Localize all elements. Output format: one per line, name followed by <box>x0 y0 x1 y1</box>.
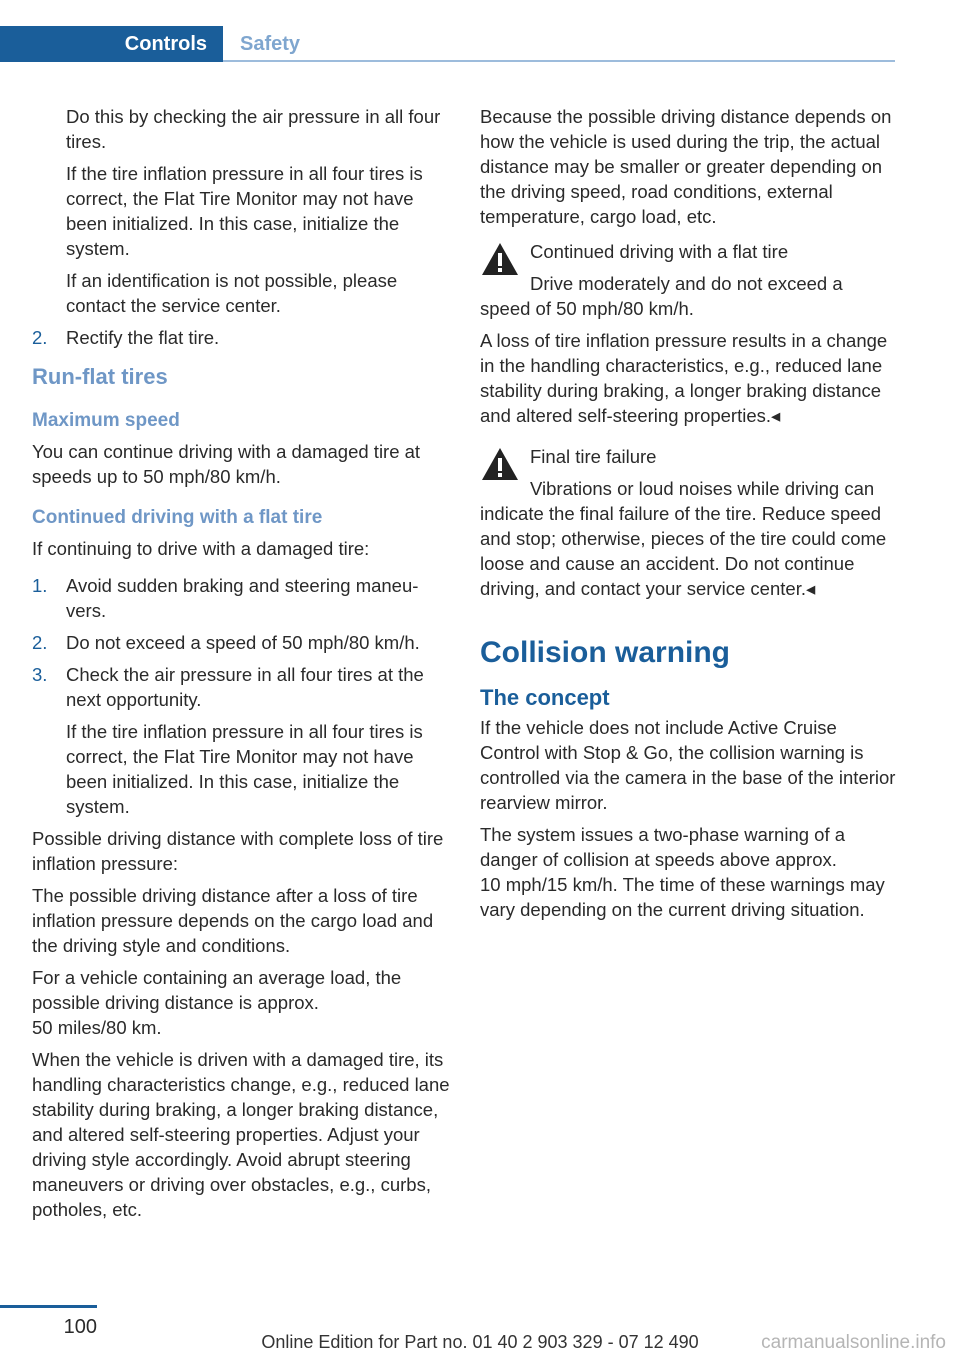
heading-collision-warning: Collision warning <box>480 636 731 669</box>
paragraph: If an identification is not possible, please contact the service center. <box>66 270 398 316</box>
paragraph <box>480 822 898 922</box>
warning-body: Vibrations or loud noises while driving can indicate the final failure of the tire. Reduce speed and stop; otherwise, pieces of the tire could come loose and cause an accident. Do not continue driving, and contact your service center.◂ <box>480 478 887 599</box>
list-item <box>32 325 450 350</box>
paragraph: When the vehicle is driven with a damaged tire, its handling characteristics change, e.g., reduced lane stability during braking, a longer braking distance, and altered self-steering properties. Adjust your driving style accordingly. Avoid abrupt steering maneuvers or driving over obstacles, e.g., curbs, potholes, etc. <box>32 1049 450 1220</box>
page-header <box>0 26 960 62</box>
paragraph: If continuing to drive with a damaged tire: <box>32 538 370 559</box>
list-text: Avoid sudden braking and steering maneuvers. <box>66 575 419 621</box>
heading-maximum-speed: Maximum speed <box>32 410 180 431</box>
warning-box <box>480 444 898 601</box>
footer-rule <box>0 1305 97 1308</box>
footer-edition: Online Edition for Part no. 01 40 2 903 329 - 07 12 490 <box>261 1332 699 1352</box>
list-number: 3. <box>32 664 48 685</box>
paragraph: If the vehicle does not include Active Cruise Control with Stop & Go, the collision warning is controlled via the camera in the base of the interior rearview mirror. <box>480 717 896 813</box>
left-column <box>32 104 450 1229</box>
heading-the-concept: The concept <box>480 685 610 710</box>
warning-title: Continued driving with a flat tire <box>530 241 789 262</box>
paragraph: You can continue driving with a damaged tire at speeds up to 50 mph/80 km/h. <box>32 441 421 487</box>
page-number: 100 <box>63 1316 97 1338</box>
right-column <box>480 104 898 929</box>
paragraph: If the tire inflation pressure in all four tires is correct, the Flat Tire Monitor may not have been initialized. In this case, initialize the system. <box>66 163 423 259</box>
header-tab-controls: Controls <box>0 26 223 62</box>
list-item <box>32 573 450 623</box>
paragraph <box>32 965 450 1040</box>
header-tab-safety: Safety <box>240 33 301 55</box>
paragraph-line: The system issues a two-phase warning of a danger of collision at speeds above approx. <box>480 824 846 870</box>
list-number: 1. <box>32 575 48 596</box>
warning-box <box>480 239 898 321</box>
list-number: 2. <box>32 327 48 348</box>
paragraph: The possible driving distance after a loss of tire inflation pressure depends on the cargo load and the driving style and conditions. <box>32 885 434 956</box>
paragraph: Do this by checking the air pressure in all four tires. <box>66 106 441 152</box>
list-item <box>32 662 450 712</box>
paragraph: A loss of tire inflation pressure results in a change in the handling characteristics, e.g., reduced lane stability during braking, a longer braking distance and altered self-steering properties.◂ <box>480 330 888 426</box>
warning-triangle-icon <box>480 241 520 277</box>
warning-title: Final tire failure <box>530 446 657 467</box>
list-text: Rectify the flat tire. <box>66 327 220 348</box>
paragraph-line: For a vehicle containing an average load, the possible driving distance is approx. <box>32 967 402 1013</box>
paragraph: Because the possible driving distance depends on how the vehicle is used during the trip, the actual distance may be smaller or greater depending on the driving speed, road conditions, external temperature, cargo load, etc. <box>480 106 892 227</box>
list-text: Check the air pressure in all four tires at the next opportunity. <box>66 664 424 710</box>
paragraph: Possible driving distance with complete loss of tire inflation pressure: <box>32 828 444 874</box>
paragraph-line: 10 mph/15 km/h. The time of these warnings may vary depending on the current driving situation. <box>480 874 885 920</box>
paragraph-line: 50 miles/80 km. <box>32 1017 162 1038</box>
list-text: Do not exceed a speed of 50 mph/80 km/h. <box>66 632 420 653</box>
list-number: 2. <box>32 632 48 653</box>
warning-triangle-icon <box>480 446 520 482</box>
watermark: carmanualsonline.info <box>761 1332 946 1353</box>
heading-continued-driving: Continued driving with a flat tire <box>32 507 323 528</box>
heading-run-flat-tires: Run-flat tires <box>32 364 168 389</box>
warning-body: Drive moderately and do not exceed a speed of 50 mph/80 km/h. <box>480 273 843 319</box>
paragraph: If the tire inflation pressure in all four tires is correct, the Flat Tire Monitor may not have been initialized. In this case, initialize the system. <box>66 721 423 817</box>
list-item <box>32 630 450 655</box>
header-rule <box>223 60 895 62</box>
